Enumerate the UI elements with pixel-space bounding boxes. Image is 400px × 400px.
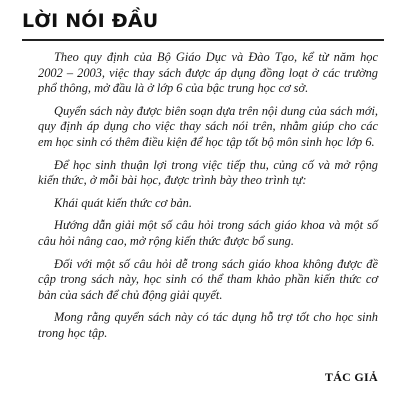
page-title: LỜI NÓI ĐẦU [22, 10, 159, 32]
paragraph-3: Để học sinh thuận lợi trong việc tiếp thu, củng cố và mở rộng kiến thức, ở mỗi bài học, được trình bày theo trình tự: [38, 157, 378, 188]
paragraph-2: Quyển sách này được biên soạn dựa trên nội dung của sách mới, quy định áp dụng cho việc thay sách nói trên, nhằm giúp cho các em học sinh có thêm điều kiện để học tập tốt bộ môn sinh học lớp 6. [38, 103, 378, 149]
paragraph-4: Khái quát kiến thức cơ bản. [54, 195, 192, 210]
paragraph-5: Hướng dẫn giải một số câu hỏi trong sách giáo khoa và một số câu hỏi nâng cao, mở rộng kiến thức được bổ sung. [38, 218, 378, 248]
author-signature: TÁC GIẢ [324, 370, 378, 384]
title-underline [22, 39, 384, 41]
paragraph-6: Đối với một số câu hỏi dễ trong sách giáo khoa không được đề cập trong sách này, học sinh có thể tham khảo phần kiến thức cơ bản của sách để chủ động giải quyết. [38, 256, 378, 302]
paragraph-7: Mong rằng quyển sách này có tác dụng hỗ trợ tốt cho học sinh trong học tập. [38, 310, 378, 340]
paragraph-1: Theo quy định của Bộ Giáo Dục và Đào Tạo, kể từ năm học 2002 – 2003, việc thay sách được áp dụng đồng loạt ở các trường phổ thông, mở đầu là ở lớp 6 của bậc trung học cơ sở. [38, 50, 378, 96]
preface-body [38, 50, 378, 349]
